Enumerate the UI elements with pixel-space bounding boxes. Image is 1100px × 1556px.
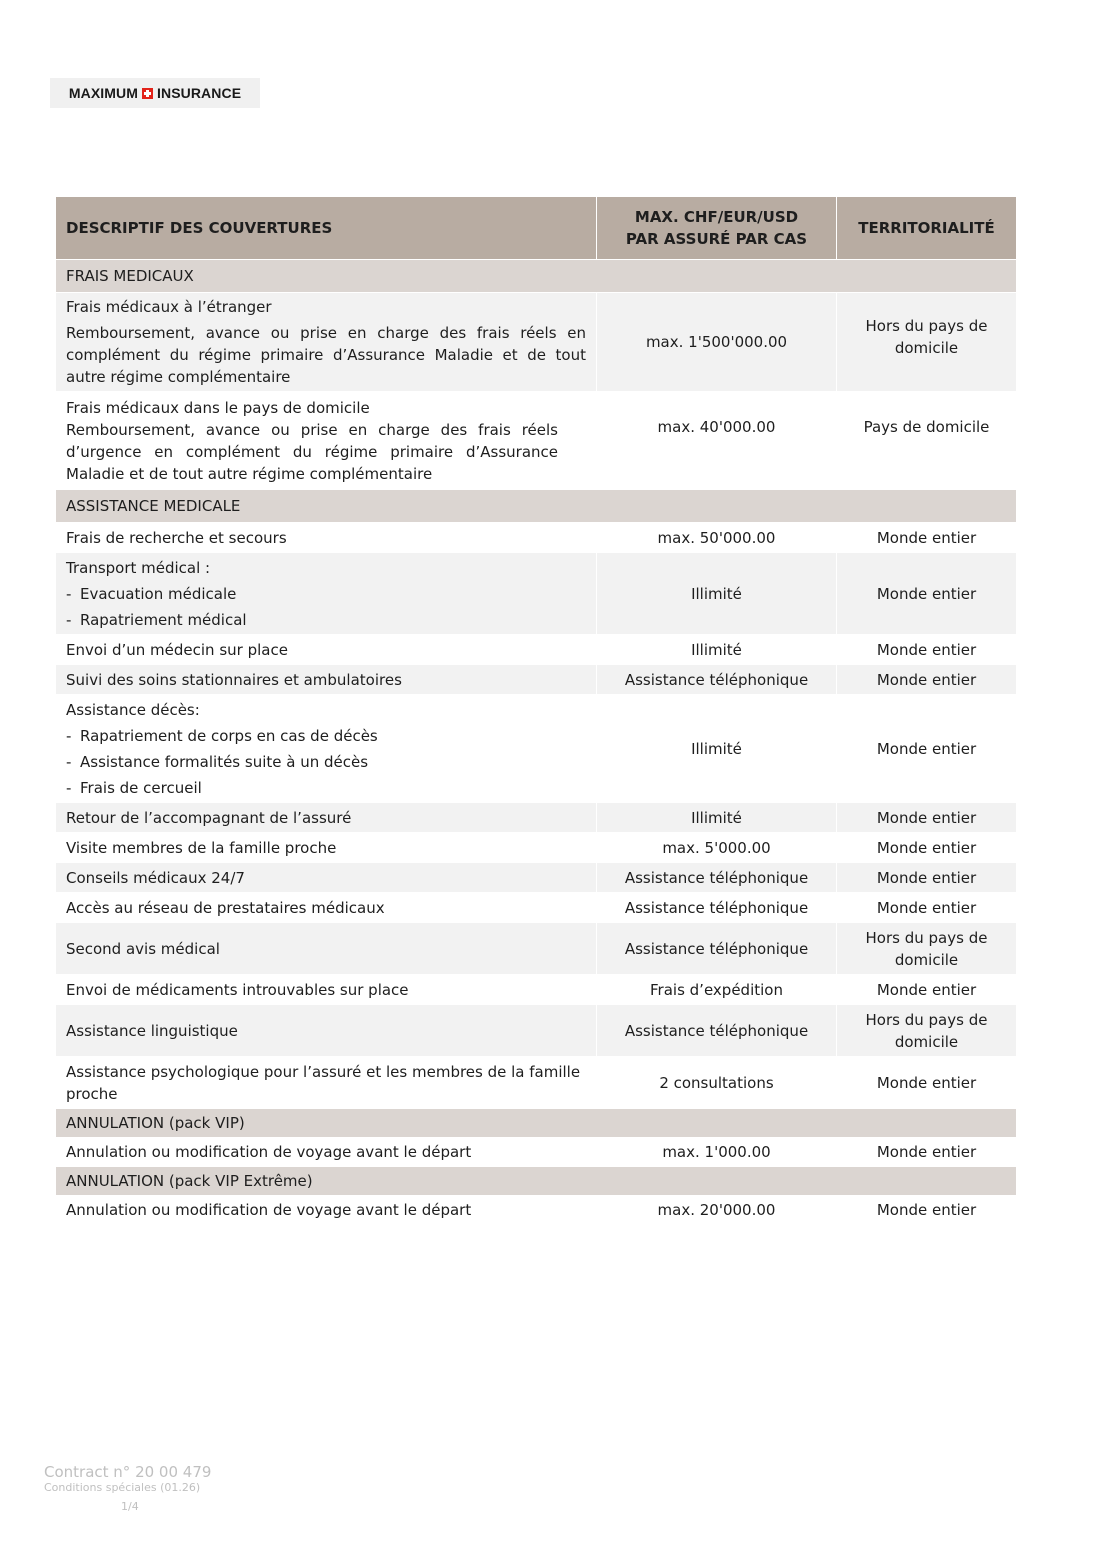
row-description: Frais de recherche et secours	[56, 523, 597, 553]
row-territory: Monde entier	[837, 523, 1017, 553]
swiss-cross-icon	[142, 88, 153, 99]
row-territory: Hors du pays de domicile	[837, 923, 1017, 975]
row-max: Assistance téléphonique	[597, 923, 837, 975]
row-territory: Hors du pays de domicile	[837, 1005, 1017, 1057]
table-row	[56, 975, 1017, 1005]
header-territoriality: TERRITORIALITÉ	[837, 197, 1017, 260]
section-annulation-vip	[56, 1109, 1017, 1138]
section-title: FRAIS MEDICAUX	[56, 260, 1017, 293]
row-territory: Monde entier	[837, 635, 1017, 665]
row-description: Assistance linguistique	[56, 1005, 597, 1057]
table-row	[56, 923, 1017, 975]
row-max: Illimité	[597, 635, 837, 665]
row-description	[56, 293, 597, 392]
table-header-row	[56, 197, 1017, 260]
table-row	[56, 635, 1017, 665]
row-title: Frais médicaux à l’étranger	[66, 298, 272, 316]
logo-text-left: MAXIMUM	[68, 85, 138, 101]
row-max: max. 40'000.00	[597, 392, 837, 490]
table-row	[56, 893, 1017, 923]
row-description	[56, 392, 597, 490]
row-territory: Monde entier	[837, 893, 1017, 923]
row-max: max. 50'000.00	[597, 523, 837, 553]
row-description: Conseils médicaux 24/7	[56, 863, 597, 893]
table-row	[56, 833, 1017, 863]
table-row	[56, 1196, 1017, 1225]
row-max: Assistance téléphonique	[597, 665, 837, 695]
section-title: ASSISTANCE MEDICALE	[56, 490, 1017, 523]
table-row	[56, 1057, 1017, 1109]
table-row	[56, 293, 1017, 392]
row-territory: Monde entier	[837, 833, 1017, 863]
table-row	[56, 695, 1017, 803]
contract-number: Contract n° 20 00 479	[44, 1463, 212, 1481]
row-description: Visite membres de la famille proche	[56, 833, 597, 863]
company-logo	[50, 78, 260, 108]
row-text: Remboursement, avance ou prise en charge des frais réels d’urgence en complément du régime primaire d’Assurance Maladie et de tout autre régime complémentaire	[66, 420, 558, 483]
header-description: DESCRIPTIF DES COUVERTURES	[56, 197, 597, 260]
table-row	[56, 553, 1017, 635]
table-row	[56, 1005, 1017, 1057]
row-territory: Monde entier	[837, 803, 1017, 833]
row-max: Illimité	[597, 553, 837, 635]
row-max: Assistance téléphonique	[597, 893, 837, 923]
row-max: max. 1'000.00	[597, 1138, 837, 1167]
row-max: Assistance téléphonique	[597, 863, 837, 893]
section-title: ANNULATION (pack VIP Extrême)	[56, 1167, 1017, 1196]
logo-text-right: INSURANCE	[157, 85, 242, 101]
row-territory: Pays de domicile	[837, 392, 1017, 490]
table-row	[56, 803, 1017, 833]
row-max: max. 5'000.00	[597, 833, 837, 863]
row-territory: Monde entier	[837, 665, 1017, 695]
row-description: Assistance psychologique pour l’assuré et les membres de la famille proche	[56, 1057, 597, 1109]
row-max: Illimité	[597, 803, 837, 833]
table-row	[56, 523, 1017, 553]
row-title: Assistance décès:	[66, 700, 200, 719]
section-assistance-medicale	[56, 490, 1017, 523]
row-max: 2 consultations	[597, 1057, 837, 1109]
row-territory: Monde entier	[837, 1057, 1017, 1109]
list-item: - Rapatriement de corps en cas de décès	[66, 726, 378, 745]
section-frais-medicaux	[56, 260, 1017, 293]
coverage-table	[55, 196, 1017, 1225]
row-territory: Monde entier	[837, 975, 1017, 1005]
row-title: Frais médicaux dans le pays de domicile	[66, 398, 370, 417]
row-description: Accès au réseau de prestataires médicaux	[56, 893, 597, 923]
row-territory: Hors du pays de domicile	[837, 293, 1017, 392]
row-territory: Monde entier	[837, 1138, 1017, 1167]
row-max: max. 1'500'000.00	[597, 293, 837, 392]
header-max-amount	[597, 197, 837, 260]
header-max-line2: PAR ASSURÉ PAR CAS	[625, 230, 808, 248]
row-max: Illimité	[597, 695, 837, 803]
row-description: Retour de l’accompagnant de l’assuré	[56, 803, 597, 833]
row-text: Remboursement, avance ou prise en charge des frais réels en complément du régime primaire d’Assurance Maladie et de tout autre régime complémentaire	[66, 324, 586, 386]
row-max: Frais d’expédition	[597, 975, 837, 1005]
row-title: Transport médical :	[66, 558, 211, 577]
list-item: - Rapatriement médical	[66, 610, 247, 629]
section-annulation-vip-extreme	[56, 1167, 1017, 1196]
row-description: Envoi d’un médecin sur place	[56, 635, 597, 665]
row-territory: Monde entier	[837, 1196, 1017, 1225]
table-row	[56, 1138, 1017, 1167]
header-max-line1: MAX. CHF/EUR/USD	[634, 208, 799, 226]
row-description: Second avis médical	[56, 923, 597, 975]
row-territory: Monde entier	[837, 553, 1017, 635]
row-description	[56, 553, 597, 635]
row-territory: Monde entier	[837, 695, 1017, 803]
table-row	[56, 863, 1017, 893]
section-title: ANNULATION (pack VIP)	[56, 1109, 1017, 1138]
list-item: - Frais de cercueil	[66, 778, 202, 797]
row-description: Annulation ou modification de voyage avant le départ	[56, 1196, 597, 1225]
row-description: Envoi de médicaments introuvables sur place	[56, 975, 597, 1005]
table-row	[56, 665, 1017, 695]
row-description	[56, 695, 597, 803]
row-max: max. 20'000.00	[597, 1196, 837, 1225]
conditions-label: Conditions spéciales (01.26)	[44, 1481, 201, 1494]
list-item: - Evacuation médicale	[66, 584, 237, 603]
row-description: Annulation ou modification de voyage avant le départ	[56, 1138, 597, 1167]
page-footer	[44, 1464, 211, 1513]
row-max: Assistance téléphonique	[597, 1005, 837, 1057]
row-description: Suivi des soins stationnaires et ambulatoires	[56, 665, 597, 695]
table-row	[56, 392, 1017, 490]
list-item: - Assistance formalités suite à un décès	[66, 752, 369, 771]
page-number: 1/4	[121, 1500, 139, 1513]
row-territory: Monde entier	[837, 863, 1017, 893]
